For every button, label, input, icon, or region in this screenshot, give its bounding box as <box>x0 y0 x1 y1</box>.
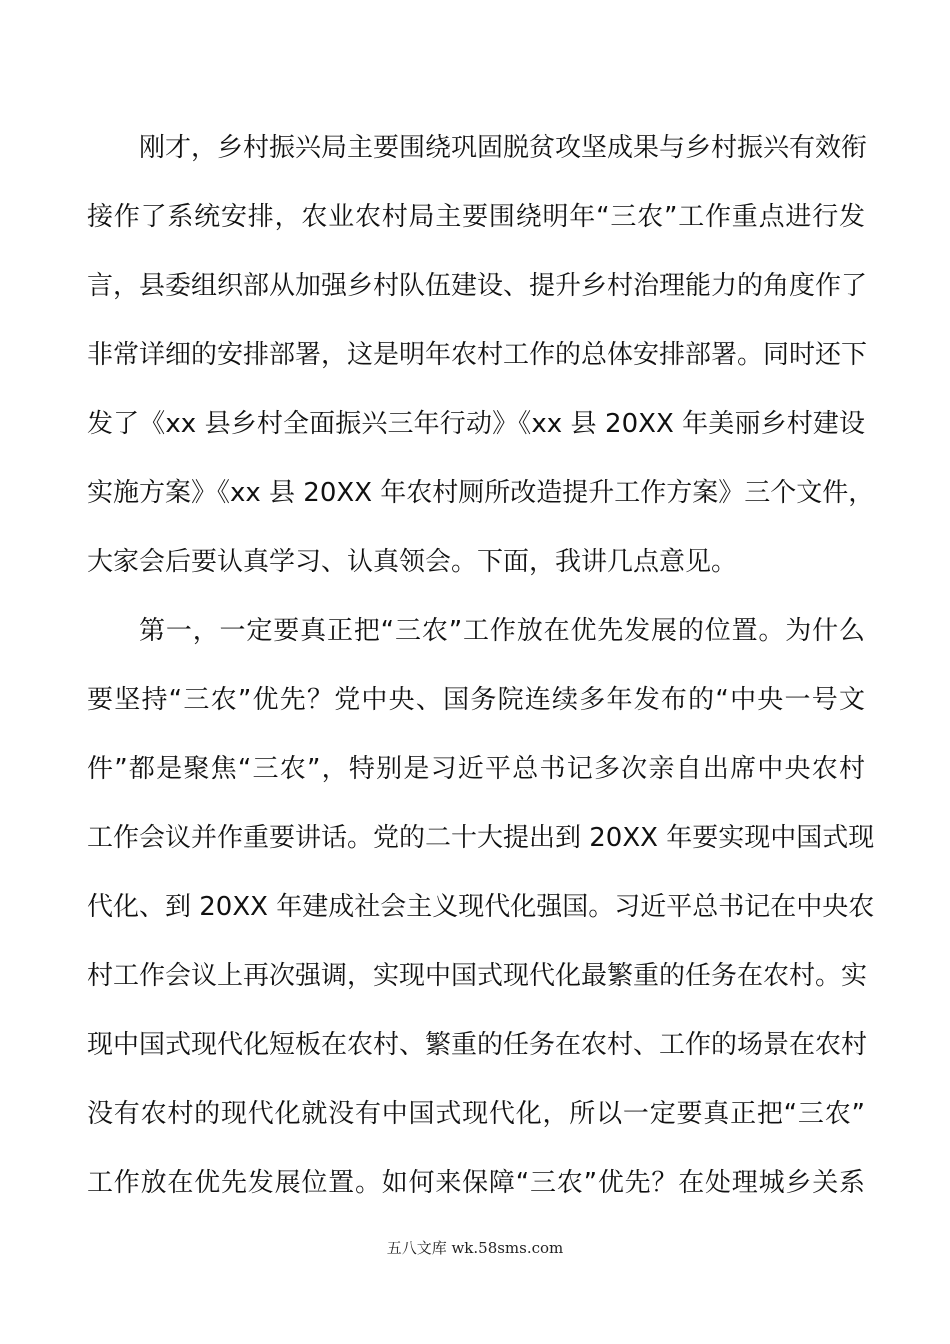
footer-watermark: 五八文库 wk.58sms.com <box>386 1239 564 1257</box>
paragraph-2-line-6: 村工作会议上再次强调，实现中国式现代化最繁重的任务在农村。实 <box>87 961 868 991</box>
paragraph-2-line-2: 要坚持“三农”优先？党中央、国务院连续多年发布的“中央一号文 <box>87 685 865 715</box>
paragraph-2-line-7: 现中国式现代化短板在农村、繁重的任务在农村、工作的场景在农村 <box>87 1030 868 1060</box>
paragraph-1-line-6: 实施方案》《xx 县 20XX 年农村厕所改造提升工作方案》三个文件， <box>87 478 875 508</box>
paragraph-2-line-9: 工作放在优先发展位置。如何来保障“三农”优先？在处理城乡关系 <box>87 1168 865 1198</box>
paragraph-1-line-1: 刚才，乡村振兴局主要围绕巩固脱贫攻坚成果与乡村振兴有效衔 <box>139 133 868 163</box>
paragraph-1-line-4: 非常详细的安排部署，这是明年农村工作的总体安排部署。同时还下 <box>87 340 868 370</box>
paragraph-2-line-5: 代化、到 20XX 年建成社会主义现代化强国。习近平总书记在中央农 <box>87 892 875 922</box>
paragraph-2-line-4: 工作会议并作重要讲话。党的二十大提出到 20XX 年要实现中国式现 <box>87 823 875 853</box>
paragraph-2-line-3: 件”都是聚焦“三农”，特别是习近平总书记多次亲自出席中央农村 <box>87 754 865 784</box>
paragraph-2-line-1: 第一，一定要真正把“三农”工作放在优先发展的位置。为什么 <box>139 616 865 646</box>
paragraph-2-line-8: 没有农村的现代化就没有中国式现代化，所以一定要真正把“三农” <box>87 1099 865 1129</box>
paragraph-1-line-3: 言，县委组织部从加强乡村队伍建设、提升乡村治理能力的角度作了 <box>87 271 868 301</box>
paragraph-1-line-2: 接作了系统安排，农业农村局主要围绕明年“三农”工作重点进行发 <box>87 202 865 232</box>
paragraph-1-line-7: 大家会后要认真学习、认真领会。下面，我讲几点意见。 <box>87 547 738 577</box>
paragraph-1-line-5: 发了《xx 县乡村全面振兴三年行动》《xx 县 20XX 年美丽乡村建设 <box>87 409 865 439</box>
